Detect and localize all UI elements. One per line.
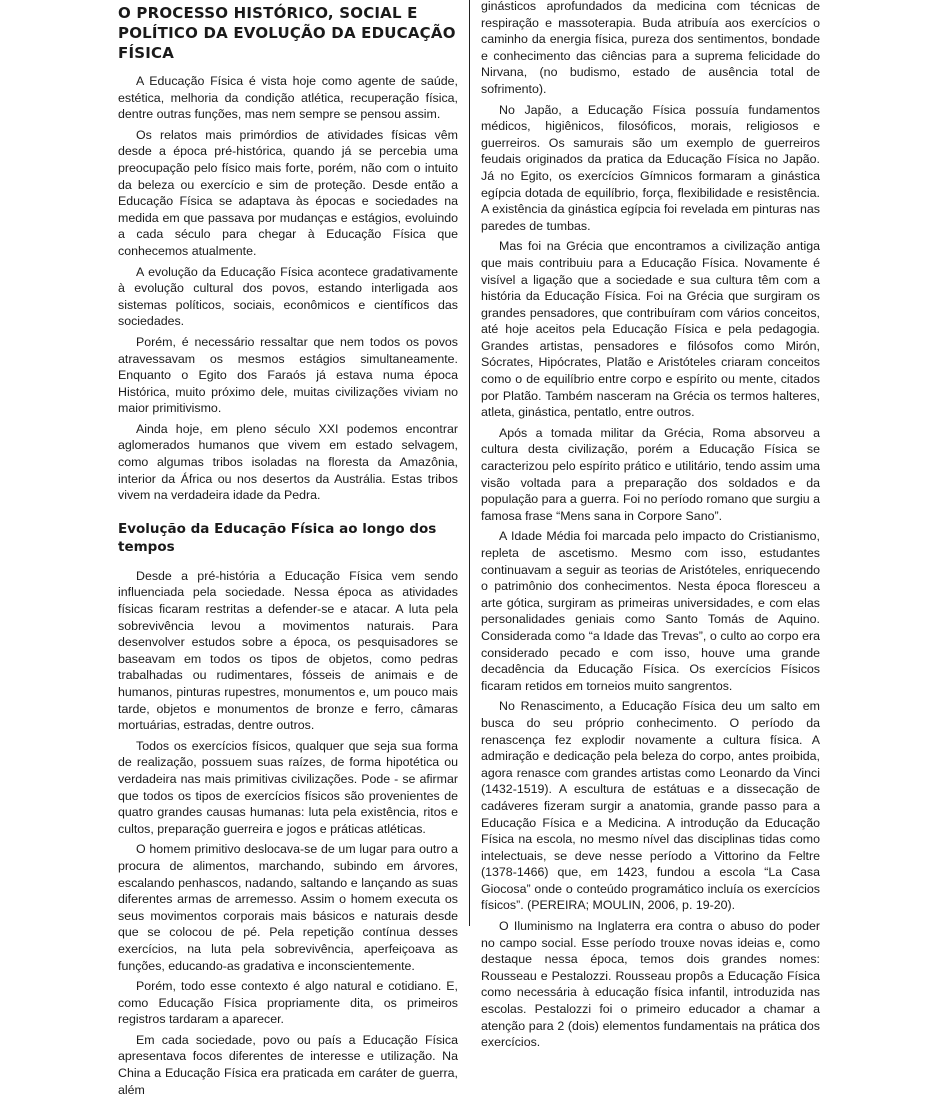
paragraph: No Japão, a Educação Física possuía fundamentos médicos, higiênicos, filosóficos, morais, religiosos e guerreiros. Os samurais são um exemplo de guerreiros feudais originados da pratica da Educação Física no Japão. Já no Egito, os exercícios Gímnicos formaram a ginástica egípcia dotada de equilíbrio, força, flexibilidade e resistência. A existência da ginástica egípcia foi revelada em pinturas nas paredes de tumbas. — [481, 102, 820, 233]
right-paragraphs — [481, 0, 820, 1051]
section-heading: Evolução da Educação Física ao longo dos tempos — [118, 520, 437, 555]
intro-paragraphs — [118, 73, 458, 504]
section-paragraphs — [118, 568, 458, 1098]
right-column — [481, 0, 820, 1055]
paragraph: A Idade Média foi marcada pelo impacto do Cristianismo, repleta de ascetismo. Mesmo com isso, estudantes continuavam a seguir as teorias de Aristóteles, enriquecendo o patrimônio dos conhecimentos. Nesta época floresceu a arte gótica, surgiram as primeiras universidades, e com elas personalidades geniais como Santo Tomás de Aquino. Considerada como “a Idade das Trevas”, o culto ao corpo era considerado pecado e com isso, houve uma grande decadência da Educação Física. Os exercícios Físicos ficaram retidos em torneios muito sangrentos. — [481, 529, 820, 693]
left-column — [118, 0, 458, 1102]
paragraph: No Renascimento, a Educação Física deu um salto em busca do seu próprio conhecimento. O período da renascença fez explodir novamente a cultura física. A admiração e dedicação pela beleza do corpo, antes proibida, agora renasce com grandes artistas como Leonardo da Vinci (1432-1519). A escultura de estátuas e a dissecação de cadáveres fizeram surgir a anatomia, grande passo para a Educação Física e a Medicina. A introdução da Educação Física na escola, no mesmo nível das disciplinas tidas como intelectuais, se deve nesse período a Vittorino da Feltre (1378-1466) que, em 1423, fundou a escola “La Casa Giocosa” onde o conteúdo programático incluía os exercícios físicos”. (PEREIRA; MOULIN, 2006, p. 19-20). — [481, 699, 820, 913]
paragraph: Ainda hoje, em pleno século XXI podemos encontrar aglomerados humanos que vivem em estado selvagem, como algumas tribos isoladas na floresta da Amazônia, interior da África ou nos desertos da Austrália. Estas tribos vivem na verdadeira idade da Pedra. — [118, 421, 458, 503]
article-title: O PROCESSO HISTÓRICO, SOCIAL E POLÍTICO DA EVOLUÇÃO DA EDUCAÇÃO FÍSICA — [118, 4, 456, 62]
paragraph: ginásticos aprofundados da medicina com técnicas de respiração e massoterapia. Buda atribuía aos exercícios o caminho da energia física, pureza dos sentimentos, bondade e conhecimento das ciências para a suprema felicidade do Nirvana, (no budismo, estado de ausência total de sofrimento). — [481, 0, 820, 96]
paragraph: Os relatos mais primórdios de atividades físicas vêm desde a época pré-histórica, quando já se percebia uma preocupação pelo físico mais forte, porém, não com o intuito da beleza ou exercício e sim de proteção. Desde então a Educação Física se adaptava às épocas e sociedades na medida em que passava por mudanças e estágios, evoluindo a cada século para chegar à Educação Física que conhecemos atualmente. — [118, 127, 458, 258]
paragraph: Todos os exercícios físicos, qualquer que seja sua forma de realização, possuem suas raízes, de forma hipotética ou verdadeira nas mais primitivas civilizações. Pode - se afirmar que todos os tipos de exercícios físicos são provenientes de quatro grandes causas humanas: luta pela existência, ritos e cultos, preparação guerreira e jogos e práticas atléticas. — [118, 738, 458, 836]
paragraph: Mas foi na Grécia que encontramos a civilização antiga que mais contribuiu para a Educação Física. Novamente é visível a ligação que a sociedade e sua cultura têm com a história da Educação Física. Foi na Grécia que surgiram os grandes pensadores, que contribuíram com vários conceitos, até hoje aceitos pela Educação Física e pela pedagogia. Grandes artistas, pensadores e filósofos como Mirón, Sócrates, Hipócrates, Platão e Aristóteles criaram conceitos como o de equilíbrio entre corpo e espírito ou mente, citados por Platão. Também nasceram na Grécia os termos halteres, atleta, ginástica, pentatlo, entre outros. — [481, 239, 820, 420]
column-divider — [469, 0, 470, 926]
paragraph: O homem primitivo deslocava-se de um lugar para outro a procura de alimentos, marchando, subindo em árvores, escalando penhascos, nadando, saltando e lançando as suas diferentes armas de arremesso. Assim o homem executa os seus movimentos corporais mais básicos e naturais desde que se colocou de pé. Pela repetição contínua desses exercícios, na luta pela sobrevivência, aperfeiçoava as funções, educando-as gradativa e inconscientemente. — [118, 842, 458, 973]
paragraph: A Educação Física é vista hoje como agente de saúde, estética, melhoria da condição atlética, recuperação física, dentre outras funções, mas nem sempre se pensou assim. — [118, 74, 458, 122]
paragraph: Desde a pré-história a Educação Física vem sendo influenciada pela sociedade. Nessa época as atividades físicas ficaram restritas a defender-se e atacar. A luta pela sobrevivência levou a movimentos naturais. Para desenvolver estudos sobre a época, os pesquisadores se baseavam em todos os tipos de objetos, como pedras trabalhadas ou rudimentares, fósseis de animais e de humanos, pinturas rupestres, monumentos e, um pouco mais tarde, objetos e monumentos de bronze e ferro, câmaras mortuárias, estradas, dentre outros. — [118, 568, 458, 733]
paragraph: Após a tomada militar da Grécia, Roma absorveu a cultura desta civilização, porém a Educação Física se caracterizou pelo espírito prático e utilitário, tendo assim uma visão voltada para a preparação dos soldados e da população para a guerra. Foi no período romano que surgiu a famosa frase “Mens sana in Corpore Sano”. — [481, 425, 820, 523]
paragraph: O Iluminismo na Inglaterra era contra o abuso do poder no campo social. Esse período trouxe novas ideias e, como destaque nessa época, temos dois grandes nomes: Rousseau e Pestalozzi. Rousseau propôs a Educação Física como necessária à educação física infantil, introduzida nas escolas. Pestalozzi foi o primeiro educador a chamar a atenção para 2 (dois) elementos fundamentais na prática dos exercícios. — [481, 919, 820, 1050]
paragraph: Porém, é necessário ressaltar que nem todos os povos atravessavam os mesmos estágios simultaneamente. Enquanto o Egito dos Faraós já estava numa época Histórica, muito próximo dele, muitas civilizações viviam no maior primitivismo. — [118, 334, 458, 416]
paragraph: Em cada sociedade, povo ou país a Educação Física apresentava focos diferentes de interesse e utilização. Na China a Educação Física era praticada em caráter de guerra, além — [118, 1032, 458, 1097]
paragraph: Porém, todo esse contexto é algo natural e cotidiano. E, como Educação Física propriamente dita, os primeiros registros tardaram a aparecer. — [118, 979, 458, 1027]
paragraph: A evolução da Educação Física acontece gradativamente à evolução cultural dos povos, estando interligada aos sistemas políticos, sociais, econômicos e científicos das sociedades. — [118, 264, 458, 329]
